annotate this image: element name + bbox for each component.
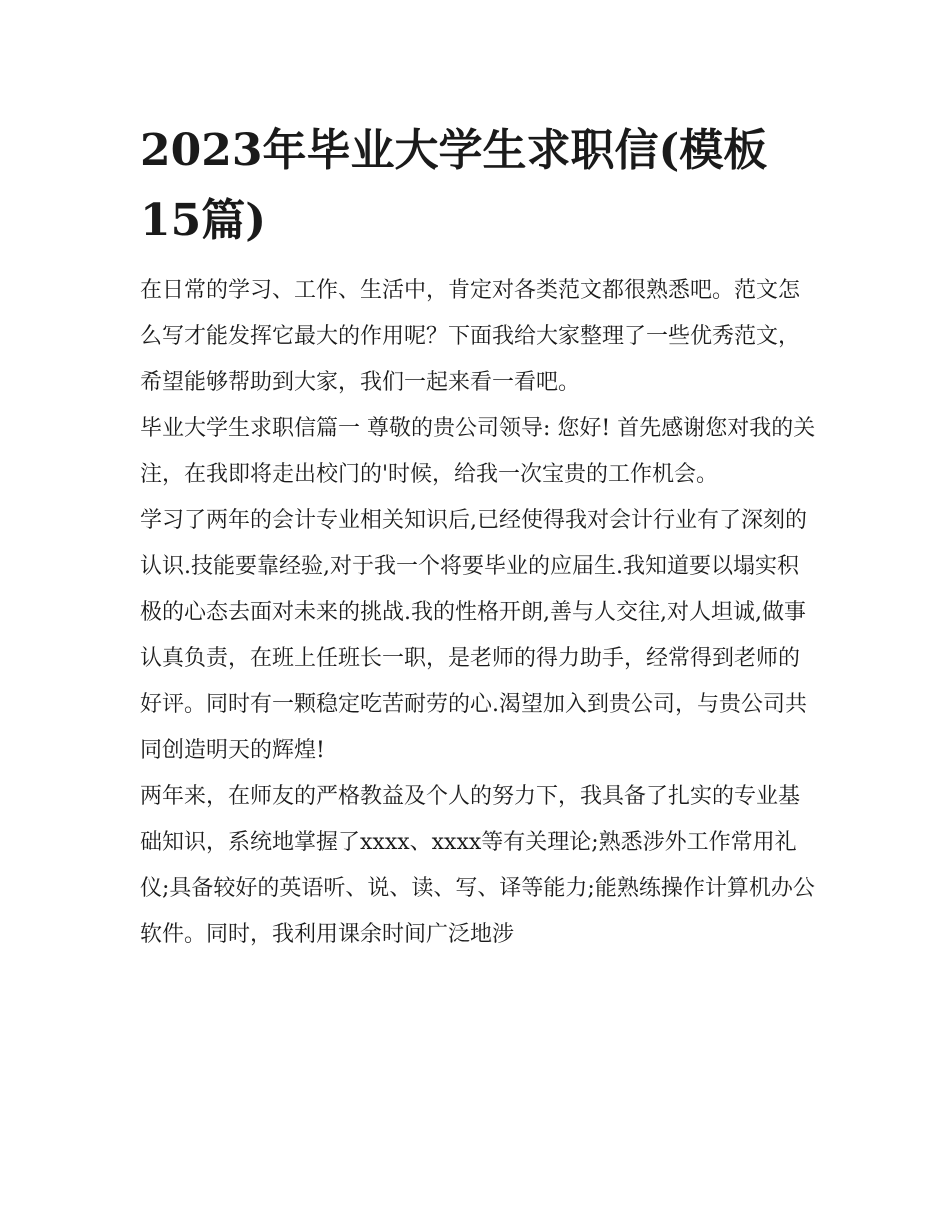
paragraph-study: 学习了两年的会计专业相关知识后,已经使得我对会计行业有了深刻的认识.技能要靠经验,对于我一个将要毕业的应届生.我知道要以塌实积极的心态去面对未来的挑战.我的性格开朗,善与人交往,对人坦诚,做事认真负责，在班上任班长一职，是老师的得力助手，经常得到老师的好评。同时有一颗稳定吃苦耐劳的心.渴望加入到贵公司，与贵公司共同创造明天的辉煌!	[140, 508, 807, 763]
document-title: 2023年毕业大学生求职信(模板15篇)	[140, 125, 768, 246]
paragraph-skills: 两年来，在师友的严格教益及个人的努力下，我具备了扎实的专业基础知识，系统地掌握了xxxx、xxxx等有关理论;熟悉涉外工作常用礼仪;具备较好的英语听、说、读、写、译等能力;能熟练操作计算机办公软件。同时，我利用课余时间广泛地涉	[140, 784, 815, 947]
paragraph-intro: 在日常的学习、工作、生活中，肯定对各类范文都很熟悉吧。范文怎么写才能发挥它最大的作用呢？下面我给大家整理了一些优秀范文，希望能够帮助到大家，我们一起来看一看吧。	[140, 278, 801, 395]
paragraph-greeting: 毕业大学生求职信篇一 尊敬的贵公司领导: 您好! 首先感谢您对我的关注，在我即将走出校门的'时候，给我一次宝贵的工作机会。	[140, 416, 816, 487]
document-content	[140, 116, 820, 958]
